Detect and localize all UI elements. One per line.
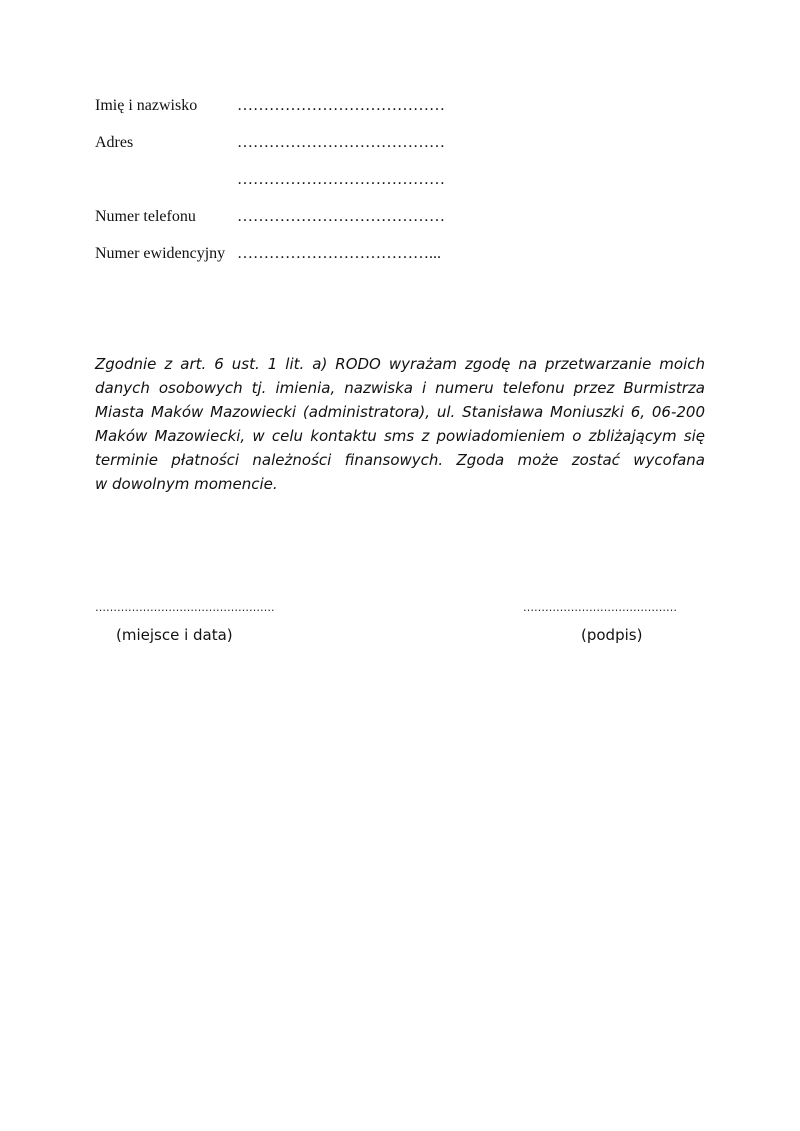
field-label-name: Imię i nazwisko (95, 97, 198, 114)
signature-caption: (podpis) (581, 626, 643, 644)
place-date-caption: (miejsce i data) (116, 626, 233, 644)
consent-line: Zgodnie z art. 6 ust. 1 lit. a) RODO wyrażam zgodę na przetwarzanie moich (95, 355, 705, 373)
signature-line: …………………………………… (523, 601, 677, 614)
consent-line: Miasta Maków Mazowiecki (administratora), ul. Stanisława Moniuszki 6, 06-200 (95, 403, 705, 421)
field-label-address: Adres (95, 134, 134, 151)
place-date-line: …………………………………………. (95, 601, 275, 614)
consent-line: w dowolnym momencie. (95, 475, 278, 493)
consent-line: terminie płatności należności finansowych. Zgoda może zostać wycofana (95, 451, 705, 469)
consent-line: danych osobowych tj. imienia, nazwiska i numeru telefonu przez Burmistrza (95, 379, 705, 397)
field-dots-registry-number: ………………………………... (237, 245, 441, 262)
field-dots-address-line2: ………………………………… (237, 171, 445, 188)
field-dots-address: ………………………………… (237, 134, 445, 151)
field-dots-name: ………………………………… (237, 97, 445, 114)
field-dots-phone: ………………………………… (237, 208, 445, 225)
field-label-phone: Numer telefonu (95, 208, 196, 225)
field-label-registry-number: Numer ewidencyjny (95, 245, 226, 262)
consent-paragraph (95, 352, 705, 496)
consent-line: Maków Mazowiecki, w celu kontaktu sms z powiadomieniem o zbliżającym się (95, 427, 705, 445)
